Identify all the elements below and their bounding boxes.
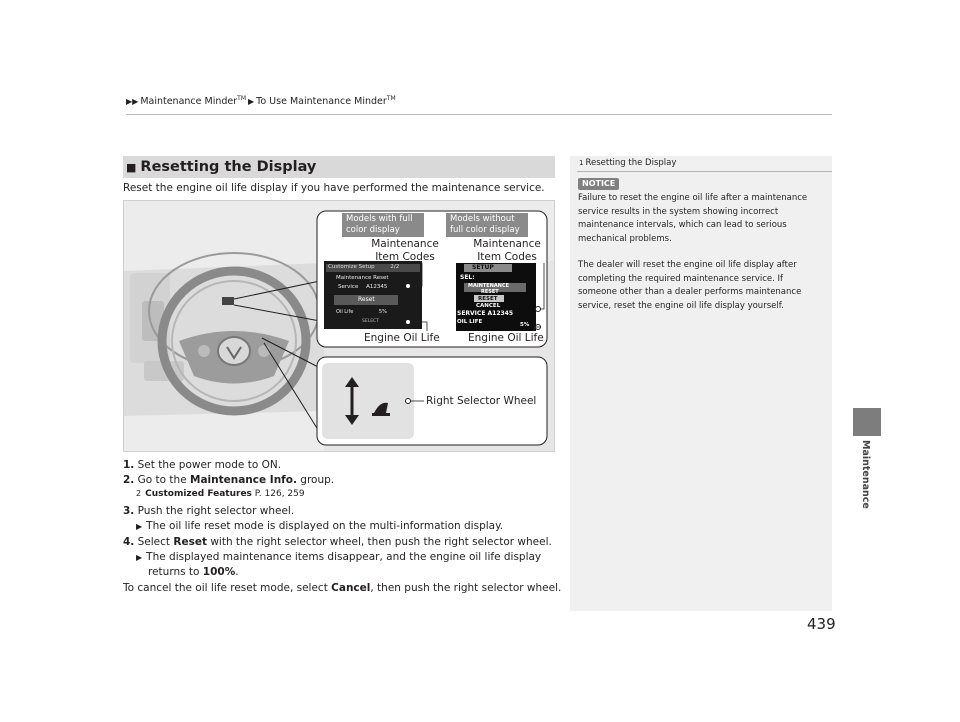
screen-nofull-reset2: RESET — [478, 296, 498, 302]
breadcrumb — [126, 95, 396, 107]
screen-full-title: Maintenance Reset — [336, 275, 389, 281]
cancel-instruction: To cancel the oil life reset mode, select Cancel, then push the right selector wheel. — [123, 582, 562, 594]
note-paragraph-2: The dealer will reset the engine oil life display after completing the required maintenance service. If someone other than a dealer performs maintenance service, reset the engine oil life display yourself. — [578, 260, 802, 311]
screen-nofull-cancel: CANCEL — [476, 303, 501, 309]
notice-badge: NOTICE — [578, 178, 619, 190]
step-3-result: ▶ The oil life reset mode is displayed on the multi-information display. — [136, 520, 504, 532]
note-paragraph-1: Failure to reset the engine oil life after a maintenance service results in the system showing incorrect maintenance intervals, which can lead to serious mechanical problems. — [578, 193, 808, 244]
screen-nofull-reset1: RESET — [481, 289, 499, 295]
breadcrumb-to-use-maintenance-minder[interactable]: To Use Maintenance Minder™ — [256, 95, 396, 108]
xref-customized-features[interactable]: 2 Customized Features P. 126, 259 — [136, 489, 305, 499]
breadcrumb-arrow-icon: ▶ — [248, 96, 255, 106]
section-title: Resetting the Display — [140, 159, 317, 175]
cross-reference-icon: 2 — [136, 489, 142, 498]
label-engine-oil-nofull: Engine Oil Life — [468, 332, 544, 344]
side-tab-label: Maintenance — [860, 440, 871, 509]
section-heading — [123, 156, 555, 178]
screen-full-reset: Reset — [358, 296, 375, 303]
page-number: 439 — [807, 615, 836, 633]
step-1: 1. Set the power mode to ON. — [123, 459, 282, 471]
step-3: 3. Push the right selector wheel. — [123, 505, 295, 517]
step-4-result-cont: returns to 100%. — [148, 566, 239, 578]
label-item-codes-nofull: Maintenance Item Codes — [473, 238, 541, 263]
screen-full-select: SELECT — [362, 319, 379, 324]
screen-nofull-service: SERVICE A12345 — [457, 310, 514, 317]
result-arrow-icon: ▶ — [136, 553, 143, 562]
intro-text: Reset the engine oil life display if you have performed the maintenance service. — [123, 182, 545, 194]
label-right-selector-wheel: Right Selector Wheel — [426, 395, 537, 407]
step-4-result: ▶ The displayed maintenance items disappear, and the engine oil life display — [136, 551, 542, 563]
dashboard-figure — [123, 200, 555, 452]
screen-nofull-setup: SETUP — [472, 264, 494, 271]
breadcrumb-arrow-icon: ▶▶ — [126, 96, 139, 106]
square-bullet-icon: ■ — [126, 160, 137, 174]
note-ref-icon: 1 — [579, 159, 584, 167]
breadcrumb-maintenance-minder[interactable]: Maintenance Minder™ — [140, 95, 246, 108]
screen-nofull-oil: OIL LIFE — [457, 319, 483, 325]
note-divider — [577, 171, 832, 172]
header-divider — [126, 114, 832, 115]
result-arrow-icon: ▶ — [136, 522, 143, 531]
screen-nofull-maint: MAINTENANCE — [468, 283, 510, 289]
screen-full-service: Service A12345 — [338, 284, 388, 290]
badge-no-full-color: Models without full color display — [450, 214, 520, 235]
step-4: 4. Select Reset with the right selector wheel, then push the right selector wheel. — [123, 536, 552, 548]
note-title: 1 Resetting the Display — [579, 158, 677, 168]
label-engine-oil-full: Engine Oil Life — [364, 332, 440, 344]
screen-full-oil: Oil Life 5% — [336, 309, 387, 315]
screen-full-header: Customize Setup 2/2 — [328, 264, 400, 270]
side-tab[interactable] — [846, 440, 886, 520]
badge-full-color: Models with full color display — [346, 214, 413, 235]
step-2: 2. Go to the Maintenance Info. group. — [123, 474, 335, 486]
screen-nofull-percent: 5% — [520, 322, 530, 328]
label-item-codes-full: Maintenance Item Codes — [371, 238, 439, 263]
screen-nofull-sel: SEL: — [460, 274, 475, 281]
side-tab-marker — [853, 408, 881, 436]
